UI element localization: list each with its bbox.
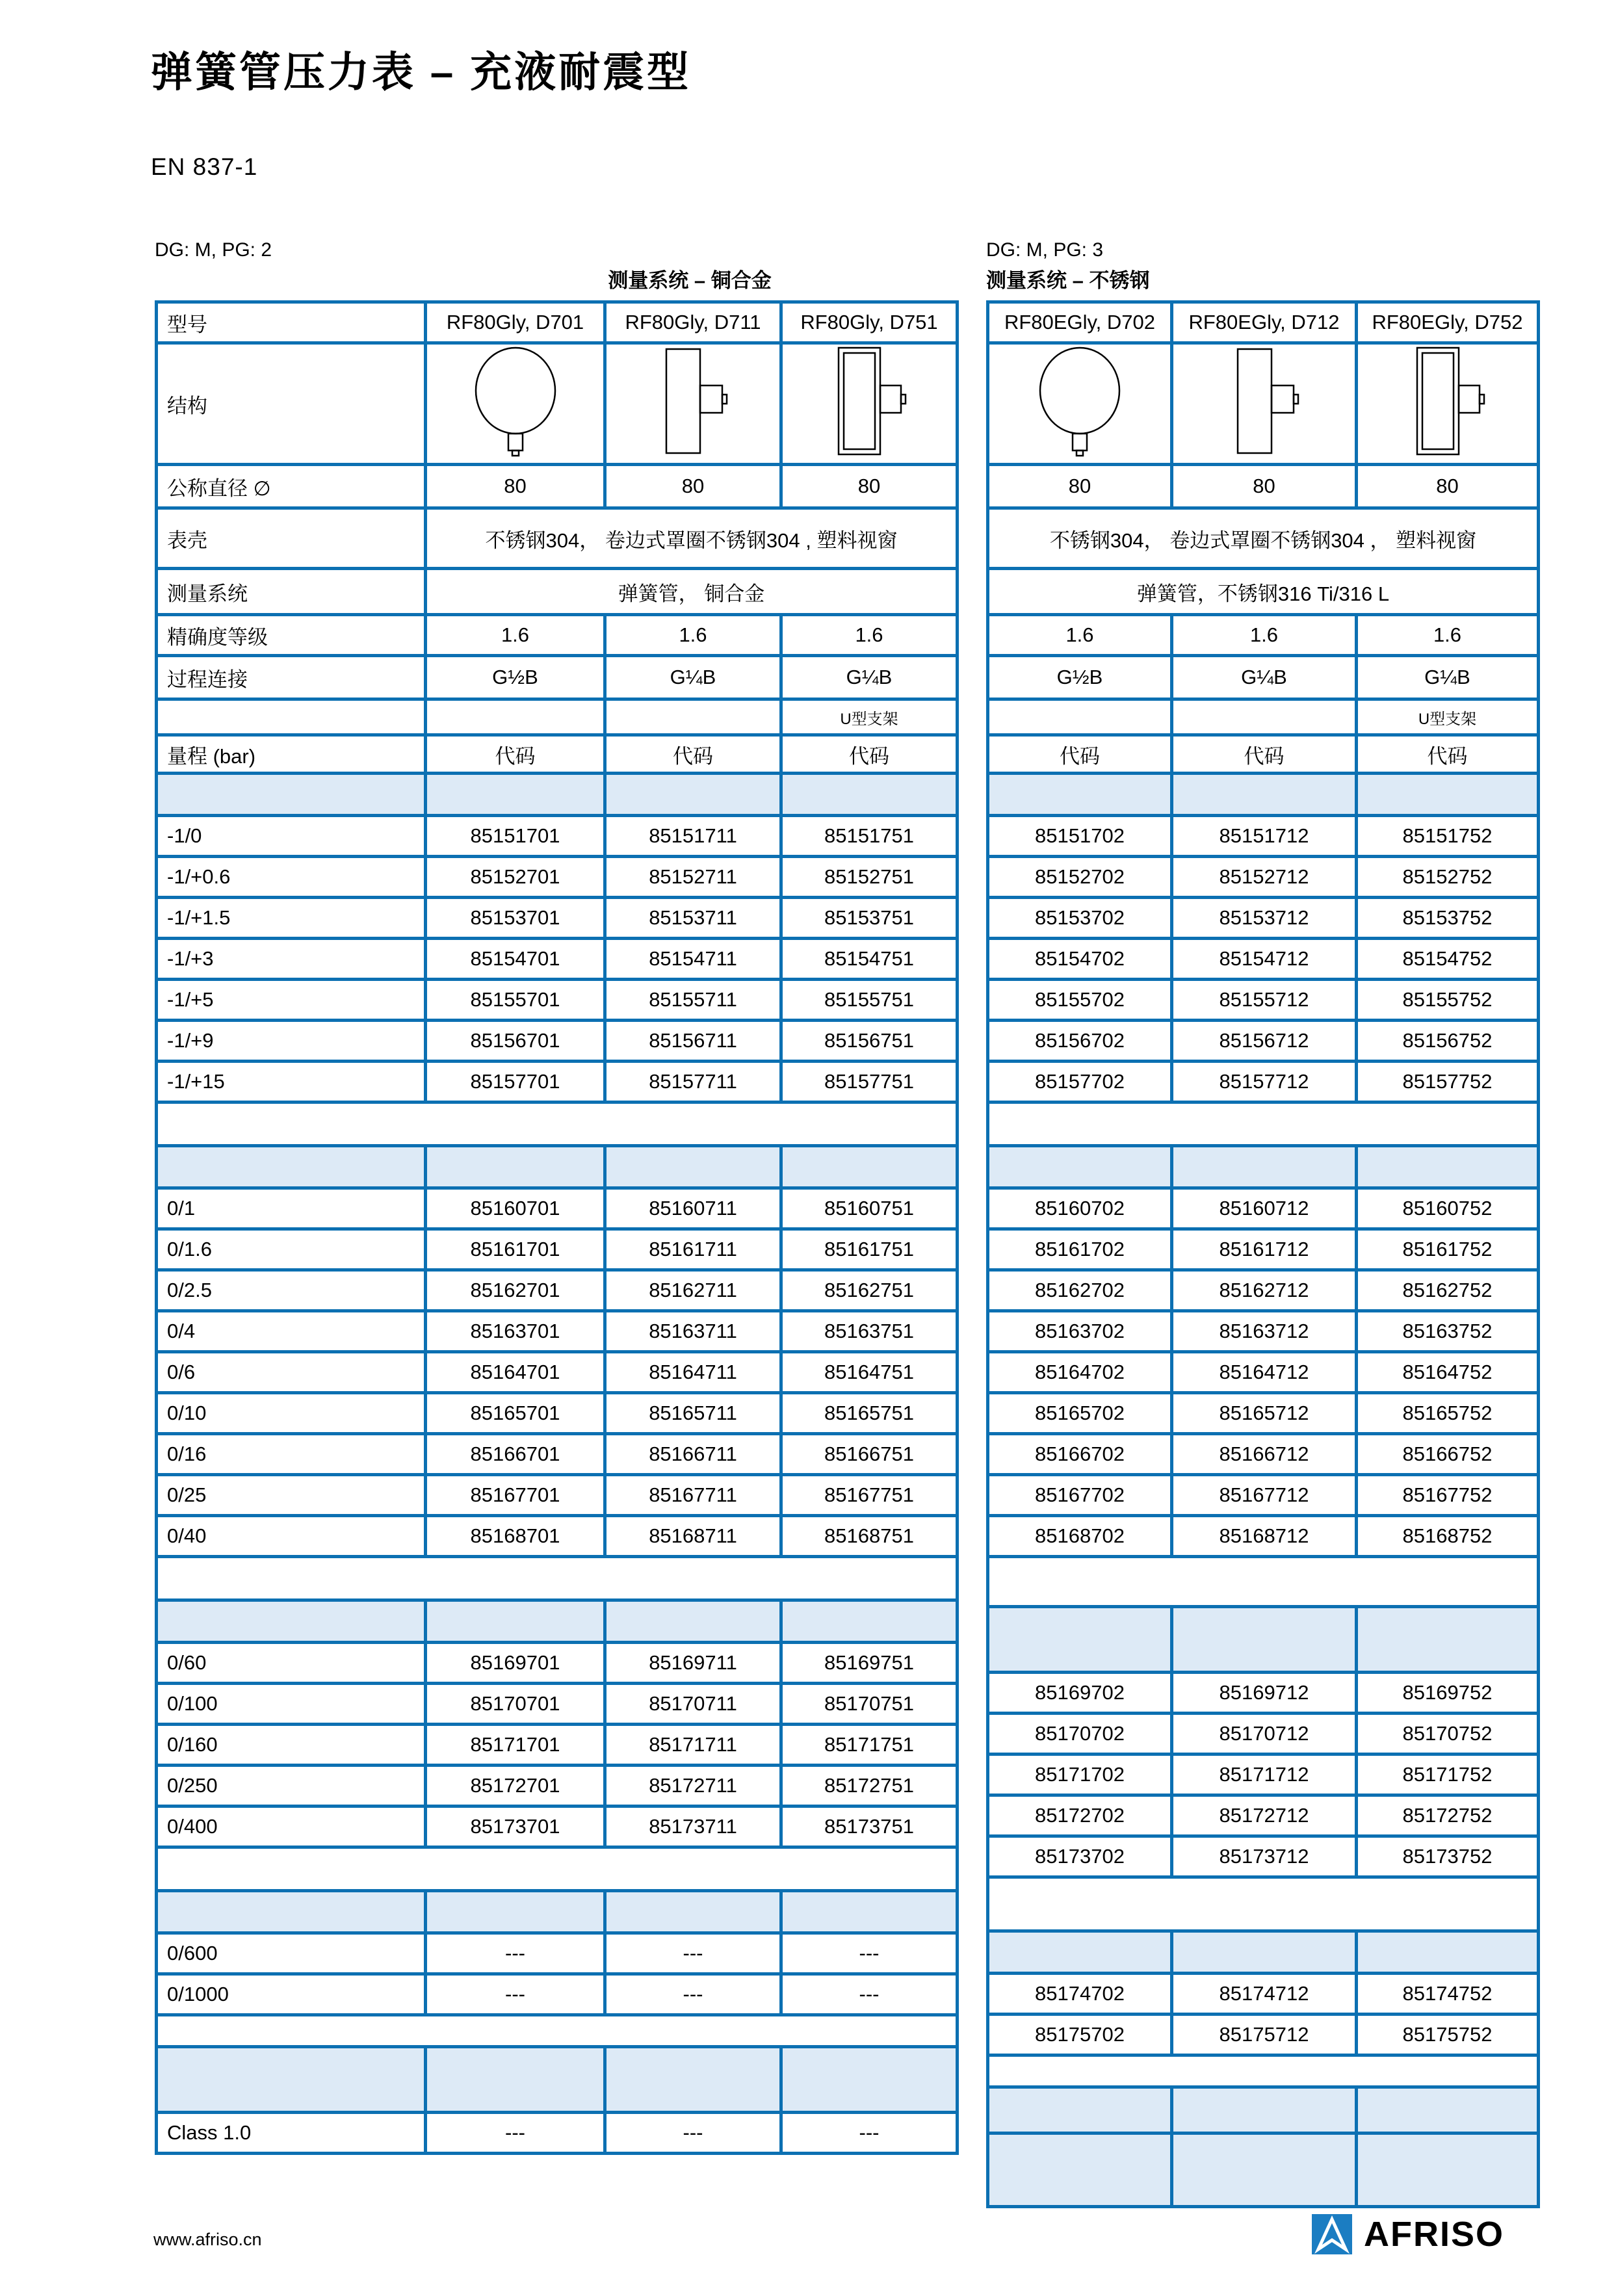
product-table-copper-alloy	[155, 300, 959, 2155]
code-cell: 85154711	[605, 939, 781, 980]
code-cell: 85157702	[988, 1062, 1172, 1102]
spec-merged-value: 弹簧管，不锈钢316 Ti/316 L	[988, 569, 1539, 615]
code-cell: 85167712	[1172, 1475, 1357, 1516]
code-cell: 85168701	[426, 1516, 605, 1557]
code-cell: 85170712	[1172, 1714, 1357, 1755]
shaded-cell	[605, 2047, 781, 2113]
structure-row-label: 结构	[157, 343, 426, 465]
shaded-cell	[988, 1146, 1172, 1188]
afriso-logo-mark	[1312, 2214, 1352, 2254]
code-cell: 85171701	[426, 1725, 605, 1766]
range-label: -1/+5	[157, 980, 426, 1021]
gauge-front-drawing	[1024, 345, 1135, 457]
spec-merged-value: 不锈钢304， 卷边式罩圈不锈钢304 , 塑料视窗	[426, 508, 958, 569]
model-row-label: 型号	[157, 302, 426, 343]
code-cell: 85172712	[1172, 1795, 1357, 1836]
shaded-cell	[605, 1146, 781, 1188]
shaded-cell	[1357, 2133, 1539, 2207]
shaded-cell	[1172, 1607, 1357, 1673]
spec-row-label: 量程 (bar)	[157, 735, 426, 774]
code-cell: 85172711	[605, 1766, 781, 1807]
code-cell: 85164751	[781, 1352, 958, 1393]
code-cell: 85170702	[988, 1714, 1172, 1755]
code-cell: 85156711	[605, 1021, 781, 1062]
shaded-cell	[1357, 1146, 1539, 1188]
code-cell: 85154712	[1172, 939, 1357, 980]
code-cell: 85160702	[988, 1188, 1172, 1229]
code-cell: 85155711	[605, 980, 781, 1021]
spec-value-cell: 80	[781, 465, 958, 508]
spec-value-cell	[605, 699, 781, 735]
code-header-cell: 代码	[988, 735, 1172, 774]
separator-row	[157, 1102, 958, 1146]
code-cell: 85151711	[605, 816, 781, 857]
spec-row-label: 测量系统	[157, 569, 426, 615]
code-cell: 85161751	[781, 1229, 958, 1270]
code-cell: 85163711	[605, 1311, 781, 1352]
code-cell: 85161702	[988, 1229, 1172, 1270]
code-cell: 85152751	[781, 857, 958, 898]
code-cell: 85162712	[1172, 1270, 1357, 1311]
shaded-cell	[988, 1931, 1172, 1974]
spec-value-cell: G½B	[988, 656, 1172, 699]
code-cell: 85165711	[605, 1393, 781, 1434]
code-cell: 85172751	[781, 1766, 958, 1807]
shaded-cell	[1357, 774, 1539, 816]
code-cell: 85169752	[1357, 1673, 1539, 1714]
spec-row-label: 表壳	[157, 508, 426, 569]
range-label: 0/40	[157, 1516, 426, 1557]
shaded-cell	[157, 1146, 426, 1188]
code-cell: 85157752	[1357, 1062, 1539, 1102]
code-header-cell: 代码	[426, 735, 605, 774]
range-label: -1/+15	[157, 1062, 426, 1102]
code-cell: 85165752	[1357, 1393, 1539, 1434]
spec-value-cell	[988, 699, 1172, 735]
range-label: 0/16	[157, 1434, 426, 1475]
code-cell: ---	[426, 1974, 605, 2015]
code-cell: 85156702	[988, 1021, 1172, 1062]
shaded-cell	[1357, 1931, 1539, 1974]
range-label: -1/+0.6	[157, 857, 426, 898]
shaded-cell	[426, 1600, 605, 1643]
spec-row-label: 公称直径 ∅	[157, 465, 426, 508]
shaded-cell	[426, 1891, 605, 1933]
spec-value-cell: G¼B	[1357, 656, 1539, 699]
code-cell: 85175712	[1172, 2015, 1357, 2055]
code-cell: 85168751	[781, 1516, 958, 1557]
shaded-cell	[426, 774, 605, 816]
code-cell: ---	[605, 2113, 781, 2154]
gauge-front-cell	[426, 343, 605, 465]
spec-value-cell: 80	[1357, 465, 1539, 508]
code-cell: 85155752	[1357, 980, 1539, 1021]
code-cell: 85167751	[781, 1475, 958, 1516]
code-header-cell: 代码	[1172, 735, 1357, 774]
gauge-side-cell	[605, 343, 781, 465]
range-label: 0/600	[157, 1933, 426, 1974]
range-label: 0/1.6	[157, 1229, 426, 1270]
separator-row	[988, 1877, 1539, 1931]
code-cell: 85166702	[988, 1434, 1172, 1475]
code-cell: 85151752	[1357, 816, 1539, 857]
shaded-cell	[426, 1146, 605, 1188]
range-label: 0/100	[157, 1684, 426, 1725]
code-cell: 85171752	[1357, 1755, 1539, 1795]
spec-value-cell: 1.6	[781, 615, 958, 656]
gauge-front-cell	[988, 343, 1172, 465]
standard-reference: EN 837-1	[151, 153, 258, 180]
code-cell: 85162752	[1357, 1270, 1539, 1311]
code-cell: ---	[605, 1933, 781, 1974]
spec-merged-value: 弹簧管， 铜合金	[426, 569, 958, 615]
code-cell: 85167752	[1357, 1475, 1539, 1516]
code-cell: 85156752	[1357, 1021, 1539, 1062]
shaded-cell	[1172, 774, 1357, 816]
code-cell: 85170752	[1357, 1714, 1539, 1755]
code-cell: 85173711	[605, 1807, 781, 1847]
code-cell: 85156701	[426, 1021, 605, 1062]
code-cell: 85165751	[781, 1393, 958, 1434]
separator-row	[988, 1102, 1539, 1146]
code-cell: 85163712	[1172, 1311, 1357, 1352]
code-cell: 85166712	[1172, 1434, 1357, 1475]
shaded-cell	[605, 1891, 781, 1933]
code-cell: 85164712	[1172, 1352, 1357, 1393]
code-cell: 85164702	[988, 1352, 1172, 1393]
code-cell: 85171711	[605, 1725, 781, 1766]
separator-row	[988, 2055, 1539, 2087]
code-cell: 85151701	[426, 816, 605, 857]
spec-value-cell: U型支架	[1357, 699, 1539, 735]
spec-value-cell: 1.6	[988, 615, 1172, 656]
shaded-cell	[605, 1600, 781, 1643]
range-label: 0/400	[157, 1807, 426, 1847]
code-cell: 85155702	[988, 980, 1172, 1021]
code-cell: 85162751	[781, 1270, 958, 1311]
code-cell: 85156751	[781, 1021, 958, 1062]
code-cell: 85169702	[988, 1673, 1172, 1714]
separator-row	[988, 1557, 1539, 1607]
shaded-cell	[1172, 1931, 1357, 1974]
code-cell: 85160751	[781, 1188, 958, 1229]
spec-value-cell: U型支架	[781, 699, 958, 735]
range-label: 0/60	[157, 1643, 426, 1684]
code-cell: ---	[426, 2113, 605, 2154]
model-name: RF80EGly, D752	[1357, 302, 1539, 343]
model-name: RF80Gly, D751	[781, 302, 958, 343]
code-cell: 85166701	[426, 1434, 605, 1475]
gauge-side-drawing	[1209, 345, 1320, 457]
code-cell: 85157712	[1172, 1062, 1357, 1102]
code-cell: 85171702	[988, 1755, 1172, 1795]
spec-value-cell: 1.6	[426, 615, 605, 656]
range-label: 0/6	[157, 1352, 426, 1393]
code-header-cell: 代码	[605, 735, 781, 774]
separator-row	[157, 1847, 958, 1891]
shaded-cell	[988, 774, 1172, 816]
shaded-cell	[1357, 2087, 1539, 2133]
code-cell: 85172702	[988, 1795, 1172, 1836]
code-cell: 85169711	[605, 1643, 781, 1684]
code-cell: 85163752	[1357, 1311, 1539, 1352]
code-cell: 85151751	[781, 816, 958, 857]
shaded-cell	[781, 2047, 958, 2113]
code-cell: 85153712	[1172, 898, 1357, 939]
code-cell: 85151702	[988, 816, 1172, 857]
code-cell: 85154751	[781, 939, 958, 980]
code-cell: 85153751	[781, 898, 958, 939]
code-cell: 85161711	[605, 1229, 781, 1270]
product-table-stainless-steel	[986, 300, 1540, 2208]
code-cell: 85168711	[605, 1516, 781, 1557]
code-cell: 85175752	[1357, 2015, 1539, 2055]
code-cell: 85161712	[1172, 1229, 1357, 1270]
code-cell: 85162711	[605, 1270, 781, 1311]
spec-row-label	[157, 699, 426, 735]
code-cell: 85165702	[988, 1393, 1172, 1434]
spec-value-cell: 80	[1172, 465, 1357, 508]
code-cell: 85153702	[988, 898, 1172, 939]
system-subtitle-left: 测量系统 – 铜合金	[608, 269, 772, 292]
code-header-cell: 代码	[781, 735, 958, 774]
code-cell: 85165712	[1172, 1393, 1357, 1434]
dg-info-right: DG: M, PG: 3	[986, 239, 1104, 261]
spec-value-cell: 80	[988, 465, 1172, 508]
range-label: 0/25	[157, 1475, 426, 1516]
code-cell: 85173751	[781, 1807, 958, 1847]
range-label: Class 1.0	[157, 2113, 426, 2154]
code-cell: 85174702	[988, 1974, 1172, 2015]
code-cell: 85152712	[1172, 857, 1357, 898]
spec-value-cell: 80	[605, 465, 781, 508]
code-cell: 85166752	[1357, 1434, 1539, 1475]
code-cell: 85152701	[426, 857, 605, 898]
gauge-side-cell	[1172, 343, 1357, 465]
code-cell: 85160701	[426, 1188, 605, 1229]
code-cell: 85169712	[1172, 1673, 1357, 1714]
spec-value-cell: 1.6	[1357, 615, 1539, 656]
range-label: 0/1	[157, 1188, 426, 1229]
shaded-cell	[605, 774, 781, 816]
code-cell: ---	[781, 1974, 958, 2015]
model-name: RF80EGly, D702	[988, 302, 1172, 343]
code-cell: 85154702	[988, 939, 1172, 980]
dg-info-left: DG: M, PG: 2	[155, 239, 272, 261]
code-cell: 85151712	[1172, 816, 1357, 857]
range-label: 0/1000	[157, 1974, 426, 2015]
range-label: 0/2.5	[157, 1270, 426, 1311]
shaded-cell	[781, 1600, 958, 1643]
code-cell: 85164701	[426, 1352, 605, 1393]
code-cell: 85170711	[605, 1684, 781, 1725]
code-cell: 85170701	[426, 1684, 605, 1725]
code-cell: 85169701	[426, 1643, 605, 1684]
code-cell: 85167701	[426, 1475, 605, 1516]
code-cell: 85167702	[988, 1475, 1172, 1516]
code-cell: ---	[605, 1974, 781, 2015]
code-cell: 85153711	[605, 898, 781, 939]
separator-row	[157, 2015, 958, 2047]
code-cell: 85160712	[1172, 1188, 1357, 1229]
shaded-cell	[426, 2047, 605, 2113]
range-label: 0/250	[157, 1766, 426, 1807]
code-cell: 85172752	[1357, 1795, 1539, 1836]
code-cell: 85152702	[988, 857, 1172, 898]
shaded-cell	[988, 2087, 1172, 2133]
gauge-side-bracket-cell	[1357, 343, 1539, 465]
range-label: 0/160	[157, 1725, 426, 1766]
spec-merged-value: 不锈钢304， 卷边式罩圈不锈钢304 ， 塑料视窗	[988, 508, 1539, 569]
code-cell: 85174712	[1172, 1974, 1357, 2015]
code-cell: 85163751	[781, 1311, 958, 1352]
code-cell: 85168752	[1357, 1516, 1539, 1557]
code-cell: 85155712	[1172, 980, 1357, 1021]
afriso-arrow-icon	[1312, 2214, 1352, 2254]
code-cell: 85157751	[781, 1062, 958, 1102]
code-cell: 85173702	[988, 1836, 1172, 1877]
code-cell: 85163701	[426, 1311, 605, 1352]
spec-value-cell: 80	[426, 465, 605, 508]
code-cell: 85171712	[1172, 1755, 1357, 1795]
separator-row	[157, 1557, 958, 1600]
system-subtitle-right: 测量系统 – 不锈钢	[986, 269, 1150, 292]
code-cell: 85170751	[781, 1684, 958, 1725]
shaded-cell	[781, 1891, 958, 1933]
spec-value-cell: G¼B	[605, 656, 781, 699]
gauge-side-bracket-drawing	[814, 345, 924, 457]
gauge-side-drawing	[638, 345, 748, 457]
spec-value-cell	[1172, 699, 1357, 735]
code-cell: 85160711	[605, 1188, 781, 1229]
code-cell: ---	[781, 1933, 958, 1974]
range-label: -1/+3	[157, 939, 426, 980]
gauge-side-bracket-drawing	[1392, 345, 1503, 457]
shaded-cell	[1172, 1146, 1357, 1188]
model-name: RF80EGly, D712	[1172, 302, 1357, 343]
gauge-side-bracket-cell	[781, 343, 958, 465]
code-cell: 85175702	[988, 2015, 1172, 2055]
code-cell: 85168712	[1172, 1516, 1357, 1557]
code-cell: 85167711	[605, 1475, 781, 1516]
shaded-cell	[157, 1891, 426, 1933]
code-cell: 85155751	[781, 980, 958, 1021]
code-cell: 85162702	[988, 1270, 1172, 1311]
shaded-cell	[781, 1146, 958, 1188]
code-cell: 85153752	[1357, 898, 1539, 939]
code-header-cell: 代码	[1357, 735, 1539, 774]
code-cell: 85156712	[1172, 1021, 1357, 1062]
afriso-logo-text: AFRISO	[1364, 2215, 1505, 2254]
shaded-cell	[157, 2047, 426, 2113]
code-cell: 85154752	[1357, 939, 1539, 980]
code-cell: 85152711	[605, 857, 781, 898]
shaded-cell	[988, 2133, 1172, 2207]
code-cell: 85162701	[426, 1270, 605, 1311]
code-cell: 85164711	[605, 1352, 781, 1393]
shaded-cell	[157, 774, 426, 816]
page-title: 弹簧管压力表 – 充液耐震型	[151, 49, 692, 96]
code-cell: 85157711	[605, 1062, 781, 1102]
spec-value-cell	[426, 699, 605, 735]
code-cell: 85161752	[1357, 1229, 1539, 1270]
code-cell: 85157701	[426, 1062, 605, 1102]
shaded-cell	[1172, 2133, 1357, 2207]
code-cell: ---	[426, 1933, 605, 1974]
code-cell: 85172701	[426, 1766, 605, 1807]
code-cell: 85168702	[988, 1516, 1172, 1557]
shaded-cell	[988, 1607, 1172, 1673]
model-name: RF80Gly, D711	[605, 302, 781, 343]
code-cell: 85160752	[1357, 1188, 1539, 1229]
spec-value-cell: G½B	[426, 656, 605, 699]
range-label: 0/4	[157, 1311, 426, 1352]
code-cell: 85155701	[426, 980, 605, 1021]
code-cell: 85163702	[988, 1311, 1172, 1352]
model-name: RF80Gly, D701	[426, 302, 605, 343]
range-label: -1/+1.5	[157, 898, 426, 939]
code-cell: 85173712	[1172, 1836, 1357, 1877]
code-cell: 85166751	[781, 1434, 958, 1475]
spec-value-cell: 1.6	[605, 615, 781, 656]
shaded-cell	[157, 1600, 426, 1643]
range-label: 0/10	[157, 1393, 426, 1434]
range-label: -1/0	[157, 816, 426, 857]
code-cell: 85173752	[1357, 1836, 1539, 1877]
range-label: -1/+9	[157, 1021, 426, 1062]
code-cell: ---	[781, 2113, 958, 2154]
gauge-front-drawing	[460, 345, 571, 457]
code-cell: 85164752	[1357, 1352, 1539, 1393]
code-cell: 85174752	[1357, 1974, 1539, 2015]
code-cell: 85154701	[426, 939, 605, 980]
code-cell: 85165701	[426, 1393, 605, 1434]
spec-row-label: 精确度等级	[157, 615, 426, 656]
spec-value-cell: G¼B	[781, 656, 958, 699]
code-cell: 85152752	[1357, 857, 1539, 898]
shaded-cell	[1357, 1607, 1539, 1673]
code-cell: 85161701	[426, 1229, 605, 1270]
shaded-cell	[1172, 2087, 1357, 2133]
spec-value-cell: G¼B	[1172, 656, 1357, 699]
spec-value-cell: 1.6	[1172, 615, 1357, 656]
code-cell: 85171751	[781, 1725, 958, 1766]
code-cell: 85169751	[781, 1643, 958, 1684]
code-cell: 85153701	[426, 898, 605, 939]
shaded-cell	[781, 774, 958, 816]
footer-website: www.afriso.cn	[153, 2230, 262, 2249]
spec-row-label: 过程连接	[157, 656, 426, 699]
code-cell: 85166711	[605, 1434, 781, 1475]
code-cell: 85173701	[426, 1807, 605, 1847]
